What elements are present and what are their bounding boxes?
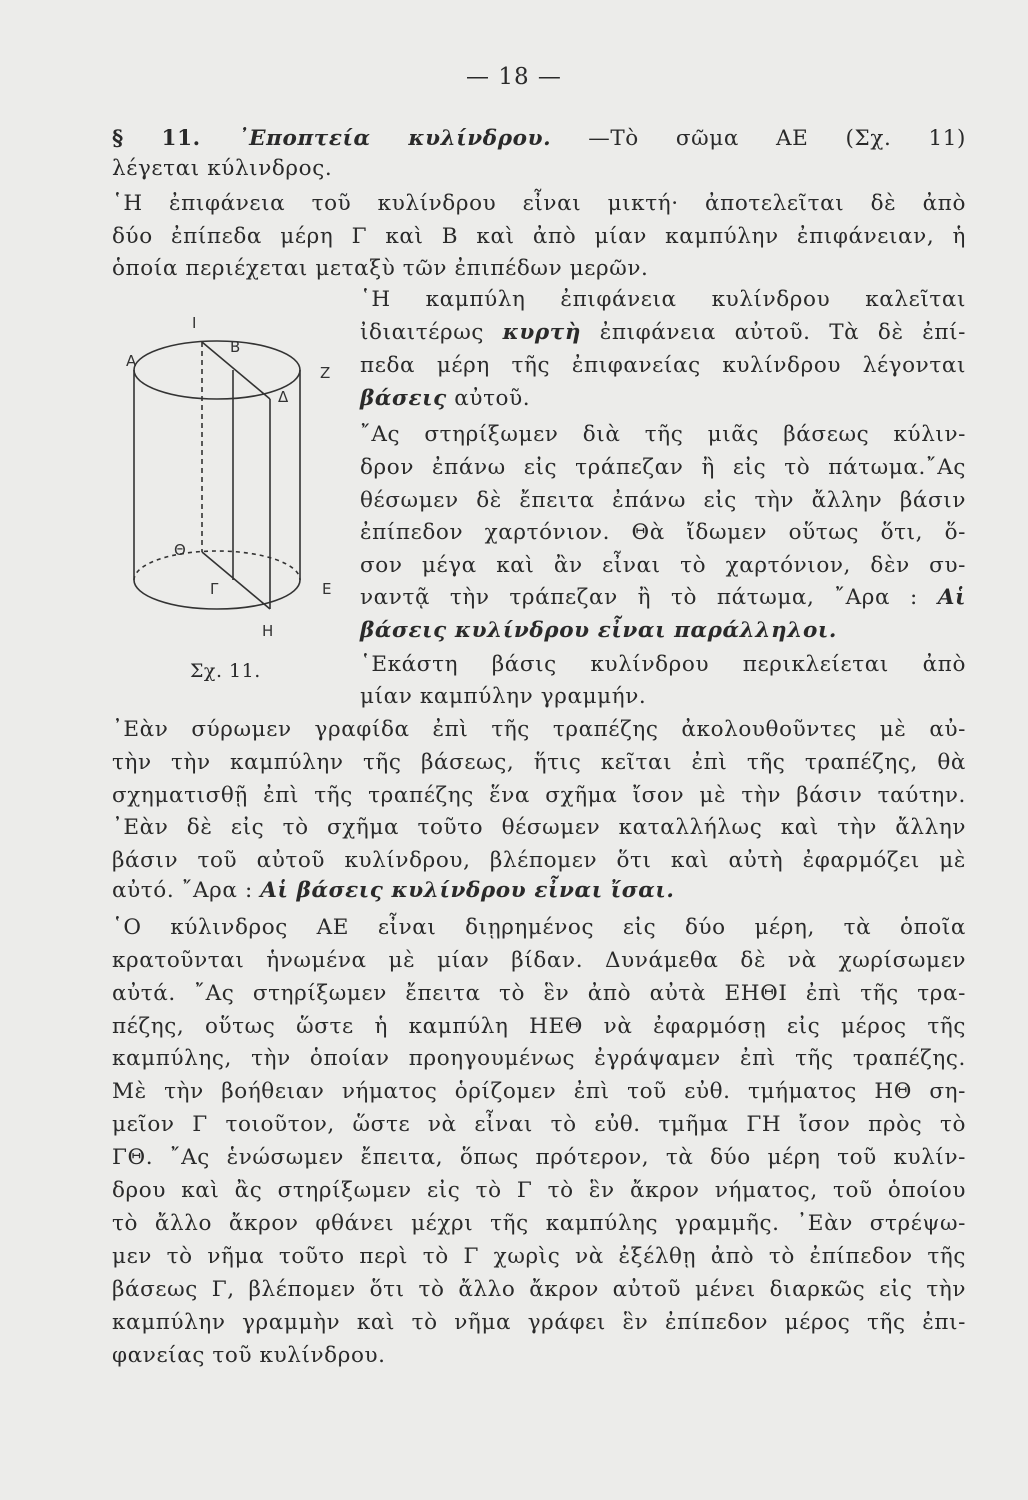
label-B: Β [230,338,241,356]
text-line: καμπύλην γραμμὴν καὶ τὸ νῆμα γράφει ἓν ἐπίπεδον μέρος τῆς ἐπι- [112,1310,966,1335]
label-Z: Ζ [320,364,331,382]
text-line [112,876,966,906]
section-heading-line [112,124,966,154]
text-line: αὐτά. ῎Ας στηρίξωμεν ἔπειτα τὸ ἓν ἀπὸ αὐτὰ ΕΗΘΙ ἐπὶ τῆς τρα- [112,981,966,1006]
text-line: μίαν καμπύλην γραμμήν. [360,684,647,709]
label-TH: Θ [174,541,186,559]
text-line: ῾Ο κύλινδρος ΑΕ εἶναι διῃρημένος εἰς δύο μέρη, τὰ ὁποῖα [112,915,966,940]
text-run: αὐτό. ῎Αρα : [112,878,261,903]
section-title: ᾿Εποπτεία κυλίνδρου. [237,126,552,151]
label-D: Δ [278,388,289,406]
cylinder-figure [126,310,360,640]
text-line: καμπύλης, τὴν ὁποίαν προηγουμένως ἐγράψαμεν ἐπὶ τῆς τραπέζης. [112,1046,966,1071]
figure-caption: Σχ. 11. [190,660,261,682]
text-line: λέγεται κύλινδρος. [112,156,333,181]
emphasis: Αἱ βάσεις κυλίνδρου εἶναι ἴσαι. [260,878,675,903]
text-line: φανείας τοῦ κυλίνδρου. [112,1343,386,1368]
text-line: ἐπίπεδον χαρτόνιον. Θὰ ἴδωμεν οὕτως ὅτι, ὅ- [360,520,966,545]
text-run: ἐπιφάνεια αὐτοῦ. Τὰ δὲ ἐπί- [581,320,966,345]
text-line: θέσωμεν δὲ ἔπειτα ἐπάνω εἰς τὴν ἄλλην βάσιν [360,488,966,513]
text-line: βάσιν τοῦ αὐτοῦ κυλίνδρου, βλέπομεν ὅτι καὶ αὐτὴ ἐφαρμόζει μὲ [112,848,966,873]
text-line: ΓΘ. ῎Ας ἑνώσωμεν ἔπειτα, ὅπως πρότερον, τὰ δύο μέρη τοῦ κυλίν- [112,1145,966,1170]
top-base-ellipse [134,341,300,399]
conclusion-text: βάσεις κυλίνδρου εἶναι παράλληλοι. [360,618,837,643]
text-run: ἰδιαιτέρως [360,320,503,345]
text-line: μεῖον Γ τοιοῦτον, ὥστε νὰ εἶναι τὸ εὐθ. τμῆμα ΓΗ ἴσον πρὸς τὸ [112,1112,966,1137]
text-line: ᾿Εὰν δὲ εἰς τὸ σχῆμα τοῦτο θέσωμεν καταλλήλως καὶ τὴν ἄλλην [112,815,966,840]
label-I: Ι [192,314,197,332]
text-line: ῾Εκάστη βάσις κυλίνδρου περικλείεται ἀπὸ [360,652,966,677]
text-line: δύο ἐπίπεδα μέρη Γ καὶ Β καὶ ἀπὸ μίαν καμπύλην ἐπιφάνειαν, ἡ [112,224,966,249]
text-line: ῾Η καμπύλη ἐπιφάνεια κυλίνδρου καλεῖται [360,287,966,312]
text-line: δρου καὶ ἂς στηρίξωμεν εἰς τὸ Γ τὸ ἓν ἄκρον νήματος, τοῦ ὁποίου [112,1178,966,1203]
text-line: μεν τὸ νῆμα τοῦτο περὶ τὸ Γ χωρὶς νὰ ἐξέλθῃ ἀπὸ τὸ ἐπίπεδον τῆς [112,1244,966,1269]
label-E: Ε [322,580,332,598]
text-run: ναντᾷ τὴν τράπεζαν ἢ τὸ πάτωμα, ῎Αρα : [360,585,938,610]
text-line [360,384,966,414]
label-H: Η [262,622,274,640]
text-line: Μὲ τὴν βοήθειαν νήματος ὁρίζομεν ἐπὶ τοῦ εὐθ. τμήματος ΗΘ ση- [112,1079,966,1104]
text-run: αὐτοῦ. [446,386,531,411]
label-A: Α [126,352,137,370]
text-line: σον μέγα καὶ ἂν εἶναι τὸ χαρτόνιον, δὲν συ- [360,553,966,578]
section-heading-tail: —Τὸ σῶμα ΑΕ (Σχ. 11) [588,126,966,151]
text-line: ῎Ας στηρίξωμεν διὰ τῆς μιᾶς βάσεως κύλιν- [360,422,966,447]
text-line: ὁποία περιέχεται μεταξὺ τῶν ἐπιπέδων μερῶν. [112,256,649,281]
text-line: σχηματισθῇ ἐπὶ τῆς τραπέζης ἕνα σχῆμα ἴσον μὲ τὴν βάσιν ταύτην. [112,783,966,808]
emphasis: βάσεις [360,386,447,411]
text-line: πεδα μέρη τῆς ἐπιφανείας κυλίνδρου λέγονται [360,353,966,378]
text-line [360,318,966,348]
page-number: — 18 — [466,64,562,90]
label-G: Γ [210,580,219,598]
text-line: ῾Η ἐπιφάνεια τοῦ κυλίνδρου εἶναι μικτή· ἀποτελεῖται δὲ ἀπὸ [112,191,966,216]
text-line: τὸ ἄλλο ἄκρον φθάνει μέχρι τῆς καμπύλης γραμμῆς. ᾿Εὰν στρέψω- [112,1211,966,1236]
text-line: τὴν τὴν καμπύλην τῆς βάσεως, ἥτις κεῖται ἐπὶ τῆς τραπέζης, θὰ [112,750,966,775]
emphasis: κυρτὴ [502,320,582,345]
text-line: δρον ἐπάνω εἰς τράπεζαν ἢ εἰς τὸ πάτωμα.῎Ας [360,455,966,480]
text-line [360,583,966,613]
text-line: πέζης, οὕτως ὥστε ἡ καμπύλη ΗΕΘ νὰ ἐφαρμόσῃ εἰς μέρος τῆς [112,1014,966,1039]
text-line: βάσεως Γ, βλέπομεν ὅτι τὸ ἄλλο ἄκρον αὐτοῦ μένει διαρκῶς εἰς τὴν [112,1277,966,1302]
text-line: κρατοῦνται ἡνωμένα μὲ μίαν βίδαν. Δυνάμεθα δὲ νὰ χωρίσωμεν [112,948,966,973]
emphasis: Αἱ [937,585,966,610]
section-number: § 11. [112,126,201,151]
text-line: ᾿Εὰν σύρωμεν γραφίδα ἐπὶ τῆς τραπέζης ἀκολουθοῦντες μὲ αὐ- [112,717,966,742]
